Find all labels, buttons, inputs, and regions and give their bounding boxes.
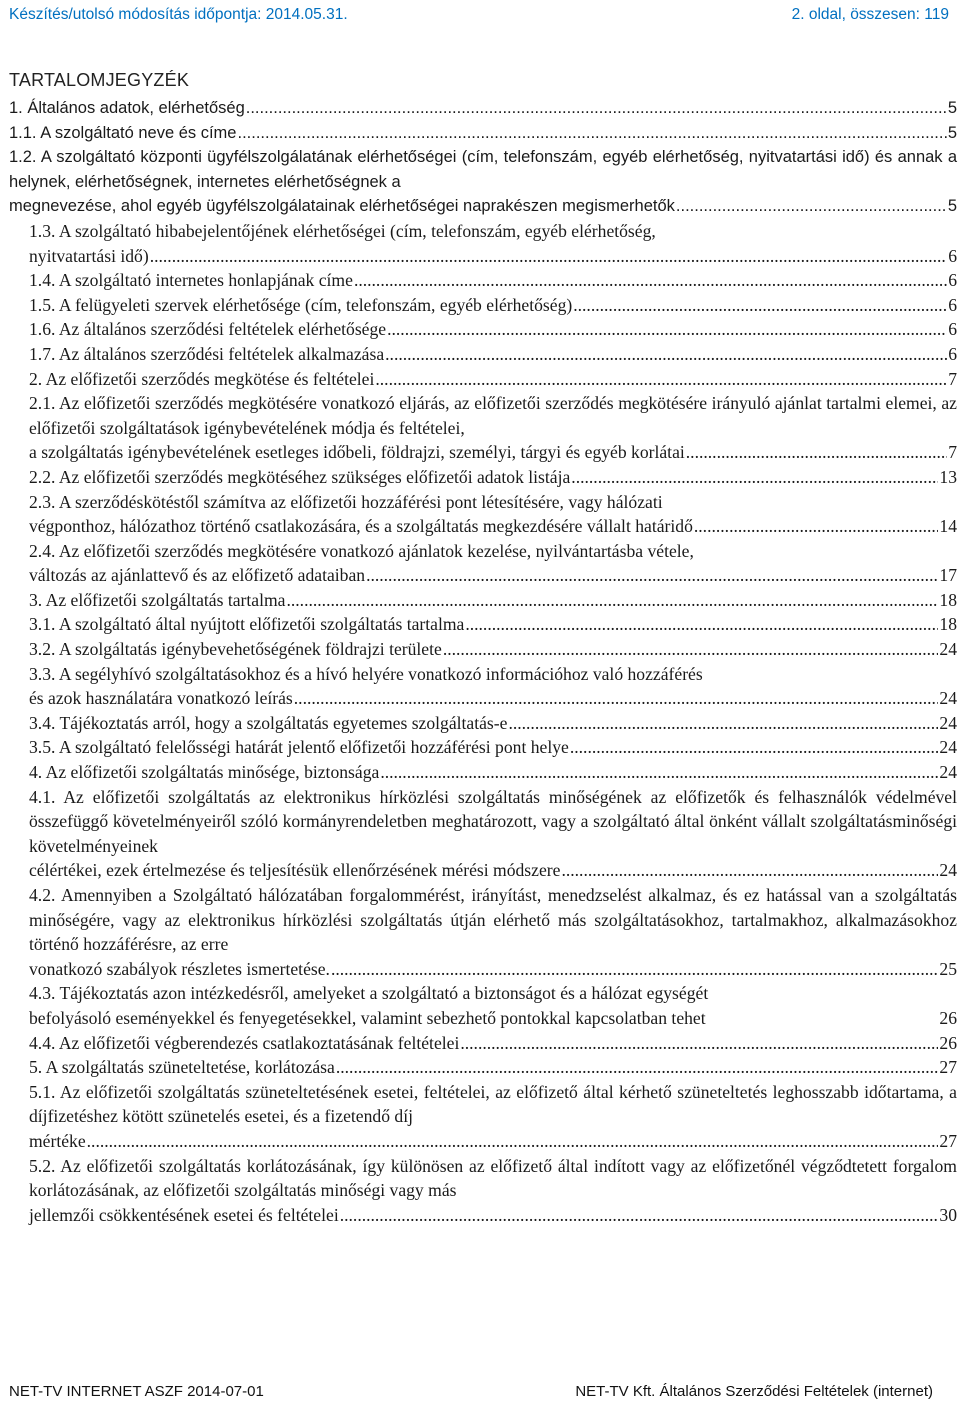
toc-entry-text: 5.2. Az előfizetői szolgáltatás korlátozásának, így különösen az előfizető által indított vagy az előfizetőnél végződtetett forgalom korlátozásának, az előfizetői szolgáltatás minőségi vagy más — [29, 1155, 957, 1201]
toc-entry-text: 4.3. Tájékoztatás azon intézkedésről, amelyeket a szolgáltató a biztonságot és a hálózat egységét — [29, 983, 709, 1004]
toc-entry[interactable] — [29, 219, 957, 268]
toc-dot-leader — [570, 735, 939, 760]
toc-entry-lastline — [29, 367, 957, 392]
toc-dot-leader — [294, 686, 939, 711]
toc-entry-lastline — [9, 194, 957, 219]
toc-entry-text: 1.2. A szolgáltató központi ügyfélszolgálatának elérhetőségei (cím, telefonszám, egyéb elérhetőség, nyitvatartási idő) és annak a helynek, elérhetőségnek, internetes elérhetőségnek a — [9, 148, 957, 191]
toc-entry[interactable] — [29, 539, 957, 588]
toc-entry-lastline — [29, 317, 957, 342]
toc-page-number: 7 — [948, 442, 957, 463]
toc-dot-leader — [354, 268, 947, 293]
toc-entry-lastline — [29, 760, 957, 785]
toc-page-number: 13 — [939, 466, 957, 487]
toc-entry-lastline — [29, 563, 957, 588]
toc-entry-lastline — [29, 440, 957, 465]
page-header — [0, 0, 960, 40]
toc-entry[interactable] — [29, 1154, 957, 1228]
toc-page-number: 14 — [939, 516, 957, 537]
toc-entry-lastline — [29, 735, 957, 760]
toc-entry[interactable] — [29, 465, 957, 490]
toc-dot-leader — [573, 293, 947, 318]
toc-entry-title: 2. Az előfizetői szerződés megkötése és feltételei — [29, 368, 375, 389]
toc-dot-leader — [694, 514, 939, 539]
toc-dot-leader — [336, 1055, 939, 1080]
toc-entry-title: és azok használatára vonatkozó leírás — [29, 688, 293, 709]
toc-page-number: 6 — [948, 245, 957, 266]
table-of-contents — [9, 96, 957, 1227]
toc-entry-title: megnevezése, ahol egyéb ügyfélszolgálatainak elérhetőségei naprakészen megismerhetők — [9, 197, 675, 216]
toc-entry-title: 2.2. Az előfizetői szerződés megkötéséhez szükséges előfizetői adatok listája — [29, 466, 571, 487]
toc-entry-text: 2.4. Az előfizetői szerződés megkötésére vonatkozó ajánlatok kezelése, nyilvántartásba vétele, — [29, 540, 694, 561]
page-number-info: 2. oldal, összesen: 119 — [791, 6, 949, 23]
toc-entry[interactable] — [29, 735, 957, 760]
toc-dot-leader — [465, 612, 938, 637]
toc-entry-lastline — [29, 1129, 957, 1154]
toc-entry-lastline — [29, 514, 957, 539]
toc-entry[interactable] — [29, 1031, 957, 1056]
toc-page-number: 18 — [939, 614, 957, 635]
toc-entry[interactable] — [29, 317, 957, 342]
toc-dot-leader — [340, 1203, 939, 1228]
footer-document-id: NET-TV INTERNET ASZF 2014-07-01 — [9, 1383, 264, 1400]
toc-entry-title: 1.5. A felügyeleti szervek elérhetősége (cím, telefonszám, egyéb elérhetőség) — [29, 294, 573, 315]
toc-entry[interactable] — [29, 268, 957, 293]
toc-entry-title: 4.4. Az előfizetői végberendezés csatlakoztatásának feltételei — [29, 1032, 460, 1053]
toc-entry-title: 3.1. A szolgáltató által nyújtott előfizetői szolgáltatás tartalma — [29, 614, 465, 635]
toc-dot-leader — [237, 121, 946, 146]
toc-entry-text: 1.3. A szolgáltató hibabejelentőjének elérhetőségei (cím, telefonszám, egyéb elérhetőség, — [29, 220, 656, 241]
toc-dot-leader — [443, 637, 939, 662]
toc-dot-leader — [87, 1129, 939, 1154]
toc-entry[interactable] — [29, 1080, 957, 1154]
toc-entry-lastline — [29, 244, 957, 269]
toc-entry[interactable] — [29, 637, 957, 662]
toc-entry-lastline — [9, 96, 957, 121]
toc-entry-title: változás az ajánlattevő és az előfizető adataiban — [29, 565, 366, 586]
toc-page-number: 26 — [939, 1007, 957, 1028]
toc-entry-title: 5. A szolgáltatás szüneteltetése, korlátozása — [29, 1057, 335, 1078]
toc-dot-leader — [676, 194, 947, 219]
toc-entry-title: 3.4. Tájékoztatás arról, hogy a szolgáltatás egyetemes szolgáltatás-e — [29, 712, 508, 733]
toc-page-number: 6 — [948, 270, 957, 291]
toc-entry-lastline — [29, 957, 957, 982]
toc-entry-title: befolyásoló eseményekkel és fenyegetésekkel, valamint sebezhető pontokkal kapcsolatban tehet — [29, 1007, 706, 1028]
toc-entry-lastline — [29, 1031, 957, 1056]
toc-entry[interactable] — [29, 981, 957, 1030]
toc-entry-title: 1.4. A szolgáltató internetes honlapjának címe — [29, 270, 353, 291]
toc-page-number: 5 — [947, 197, 957, 216]
toc-dot-leader — [561, 858, 938, 883]
toc-dot-leader — [686, 440, 947, 465]
toc-entry-lastline — [29, 588, 957, 613]
toc-page-number: 26 — [939, 1032, 957, 1053]
toc-entry-title: nyitvatartási idő) — [29, 245, 149, 266]
toc-entry-title: 1. Általános adatok, elérhetőség — [9, 99, 245, 117]
toc-page-number: 24 — [939, 737, 957, 758]
toc-entry-lastline — [29, 637, 957, 662]
toc-dot-leader — [331, 957, 938, 982]
toc-dot-leader — [150, 244, 948, 269]
toc-page-number: 24 — [939, 712, 957, 733]
toc-dot-leader — [508, 711, 938, 736]
toc-entry-lastline — [29, 293, 957, 318]
toc-page-number: 18 — [939, 589, 957, 610]
toc-entry-title: 4. Az előfizetői szolgáltatás minősége, biztonsága — [29, 762, 380, 783]
toc-page-number: 24 — [939, 860, 957, 881]
toc-entry[interactable] — [29, 293, 957, 318]
toc-entry[interactable] — [9, 121, 957, 146]
toc-entry-lastline — [29, 711, 957, 736]
toc-entry[interactable] — [29, 367, 957, 392]
toc-entry[interactable] — [29, 588, 957, 613]
toc-entry[interactable] — [29, 342, 957, 367]
toc-entry-title: célértékei, ezek értelmezése és teljesítésük ellenőrzésének mérési módszere — [29, 860, 561, 881]
toc-entry-title: mértéke — [29, 1130, 86, 1151]
toc-page-number: 5 — [947, 99, 957, 117]
toc-entry[interactable] — [29, 760, 957, 785]
toc-entry-title: végponthoz, hálózathoz történő csatlakozására, és a szolgáltatás megkezdésére vállalt határidő — [29, 516, 693, 537]
toc-title: TARTALOMJEGYZÉK — [9, 70, 190, 90]
toc-dot-leader — [571, 465, 938, 490]
toc-dot-leader — [385, 342, 947, 367]
toc-entry-title: a szolgáltatás igénybevételének esetleges időbeli, földrajzi, személyi, tárgyi és egyéb korlátai — [29, 442, 685, 463]
toc-dot-leader — [246, 96, 947, 121]
toc-page-number: 17 — [939, 565, 957, 586]
toc-entry-text: 3.3. A segélyhívó szolgáltatásokhoz és a hívó helyére vonatkozó információhoz való hozzáférés — [29, 663, 703, 684]
toc-entry-lastline — [29, 612, 957, 637]
toc-entry-lastline — [29, 1006, 957, 1031]
toc-entry-text: 2.3. A szerződéskötéstől számítva az előfizetői hozzáférési pont létesítésére, vagy hálózati — [29, 491, 663, 512]
toc-entry-title: 3. Az előfizetői szolgáltatás tartalma — [29, 589, 286, 610]
toc-entry[interactable] — [29, 612, 957, 637]
toc-entry-title: 3.2. A szolgáltatás igénybevehetőségének földrajzi területe — [29, 639, 442, 660]
toc-entry[interactable] — [29, 711, 957, 736]
toc-page-number: 5 — [947, 123, 957, 142]
toc-page-number: 24 — [939, 762, 957, 783]
toc-dot-leader — [380, 760, 938, 785]
toc-entry-lastline — [29, 342, 957, 367]
toc-entry-title: 3.5. A szolgáltató felelősségi határát jelentő előfizetői hozzáférési pont helye — [29, 737, 569, 758]
toc-entry-lastline — [29, 465, 957, 490]
toc-page-number: 7 — [948, 368, 957, 389]
toc-page-number: 24 — [939, 688, 957, 709]
toc-entry[interactable] — [29, 785, 957, 883]
toc-dot-leader — [286, 588, 938, 613]
toc-entry[interactable] — [9, 96, 957, 121]
toc-entry-text: 5.1. Az előfizetői szolgáltatás szüneteltetésének esetei, feltételei, az előfizető által kérhető szüneteltetés leghosszabb időtartama, a díjfizetéshez kötött szünetelés esetei, és a fizetendő díj — [29, 1081, 957, 1127]
toc-dot-leader — [366, 563, 938, 588]
toc-entry-lastline — [29, 1203, 957, 1228]
toc-page-number: 6 — [948, 294, 957, 315]
toc-dot-leader — [387, 317, 947, 342]
toc-page-number: 27 — [939, 1130, 957, 1151]
toc-entry-lastline — [29, 858, 957, 883]
toc-entry-title: vonatkozó szabályok részletes ismertetése. — [29, 958, 330, 979]
page-footer — [0, 1383, 960, 1413]
toc-entry[interactable] — [9, 145, 957, 219]
toc-entry-text: 4.2. Amennyiben a Szolgáltató hálózatában forgalommérést, irányítást, menedzselést alkalmaz, és ez hatással van a szolgáltatás minőségére, vagy az elektronikus hírközlési szolgáltatás útján elérhető más szolgáltatásokhoz, tartalmakhoz, alkalmazásokhoz történő hozzáférésre, az erre — [29, 885, 957, 955]
toc-entry-title: 1.1. A szolgáltató neve és címe — [9, 123, 237, 142]
toc-entry-lastline — [29, 686, 957, 711]
toc-entry-lastline — [9, 121, 957, 146]
toc-entry[interactable] — [29, 662, 957, 711]
modification-date: Készítés/utolsó módosítás időpontja: 2014.05.31. — [9, 6, 348, 23]
toc-dot-leader — [460, 1031, 938, 1056]
toc-entry-title: 1.7. Az általános szerződési feltételek alkalmazása — [29, 343, 385, 364]
toc-entry-lastline — [29, 268, 957, 293]
toc-entry-title: jellemzői csökkentésének esetei és feltételei — [29, 1204, 339, 1225]
toc-entry-text: 4.1. Az előfizetői szolgáltatás az elektronikus hírközlési szolgáltatás minőségének az előfizetők és felhasználók védelmével összefüggő követelményeiről szóló kormányrendeletben meghatározott, vagy a szolgáltató által önként vállalt szolgáltatásminőségi követelményeinek — [29, 786, 957, 856]
toc-page-number: 25 — [939, 958, 957, 979]
toc-page-number: 6 — [948, 343, 957, 364]
toc-page-number: 24 — [939, 639, 957, 660]
toc-entry[interactable] — [29, 883, 957, 981]
toc-entry-title: 1.6. Az általános szerződési feltételek elérhetősége — [29, 319, 387, 340]
toc-entry[interactable] — [29, 391, 957, 465]
toc-entry[interactable] — [29, 1055, 957, 1080]
footer-document-title: NET-TV Kft. Általános Szerződési Feltételek (internet) — [575, 1383, 933, 1400]
toc-page-number: 6 — [948, 319, 957, 340]
toc-page-number: 30 — [939, 1204, 957, 1225]
toc-entry[interactable] — [29, 490, 957, 539]
toc-entry-text: 2.1. Az előfizetői szerződés megkötésére vonatkozó eljárás, az előfizetői szerződés megkötésére irányuló ajánlat tartalmi elemei, az előfizetői szolgáltatások igénybevételének módja és feltételei, — [29, 393, 957, 438]
toc-entry-lastline — [29, 1055, 957, 1080]
toc-page-number: 27 — [939, 1057, 957, 1078]
toc-dot-leader — [375, 367, 947, 392]
